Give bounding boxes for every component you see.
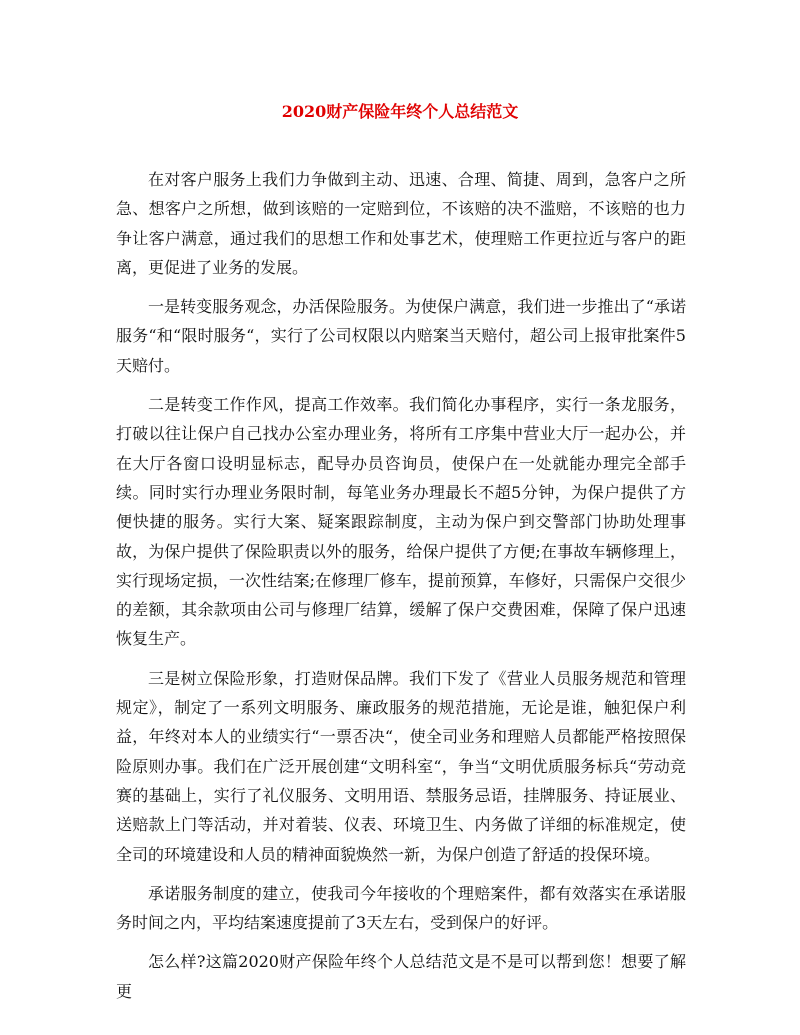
paragraph-work-style: 二是转变工作作风，提高工作效率。我们简化办事程序，实行一条龙服务，打破以往让保户自己找办公室办理业务，将所有工序集中营业大厅一起办公，并在大厅各窗口设明显标志，配导办员咨询员，使保户在一处就能办理完全部手续。同时实行办理业务限时制，每笔业务办理最长不超5分钟，为保户提供了方便快捷的服务。实行大案、疑案跟踪制度，主动为保户到交警部门协助处理事故，为保户提供了保险职责以外的服务，给保户提供了方便;在事故车辆修理上，实行现场定损，一次性结案;在修理厂修车，提前预算，车修好，只需保户交很少的差额，其余款项由公司与修理厂结算，缓解了保户交费困难，保障了保户迅速恢复生产。 [116,395,686,649]
paragraph-closing: 怎么样?这篇2020财产保险年终个人总结范文是不是可以帮到您！想要了解更 [116,952,686,1001]
document-title: 2020财产保险年终个人总结范文 [281,102,519,121]
paragraph-customer-service: 在对客户服务上我们力争做到主动、迅速、合理、简捷、周到，急客户之所急、想客户之所想，做到该赔的一定赔到位，不该赔的决不滥赔，不该赔的也力争让客户满意，通过我们的思想工作和处事艺术，使理赔工作更拉近与客户的距离，更促进了业务的发展。 [116,170,686,277]
paragraph-service-concept: 一是转变服务观念，办活保险服务。为使保户满意，我们进一步推出了“承诺服务“和“限时服务“，实行了公司权限以内赔案当天赔付，超公司上报审批案件5天赔付。 [116,297,686,375]
paragraph-insurance-image: 三是树立保险形象，打造财保品牌。我们下发了《营业人员服务规范和管理规定》，制定了一系列文明服务、廉政服务的规范措施，无论是谁，触犯保户利益，年终对本人的业绩实行“一票否决“，使全司业务和理赔人员都能严格按照保险原则办事。我们在广泛开展创建“文明科室“，争当“文明优质服务标兵“劳动竞赛的基础上，实行了礼仪服务、文明用语、禁服务忌语，挂牌服务、持证展业、送赔款上门等活动，并对着装、仪表、环境卫生、内务做了详细的标准规定，使全司的环境建设和人员的精神面貌焕然一新，为保户创造了舒适的投保环境。 [116,668,686,864]
paragraph-commitment-system: 承诺服务制度的建立，使我司今年接收的个理赔案件，都有效落实在承诺服务时间之内，平均结案速度提前了3天左右，受到保户的好评。 [116,883,686,933]
document-body [116,165,686,1006]
